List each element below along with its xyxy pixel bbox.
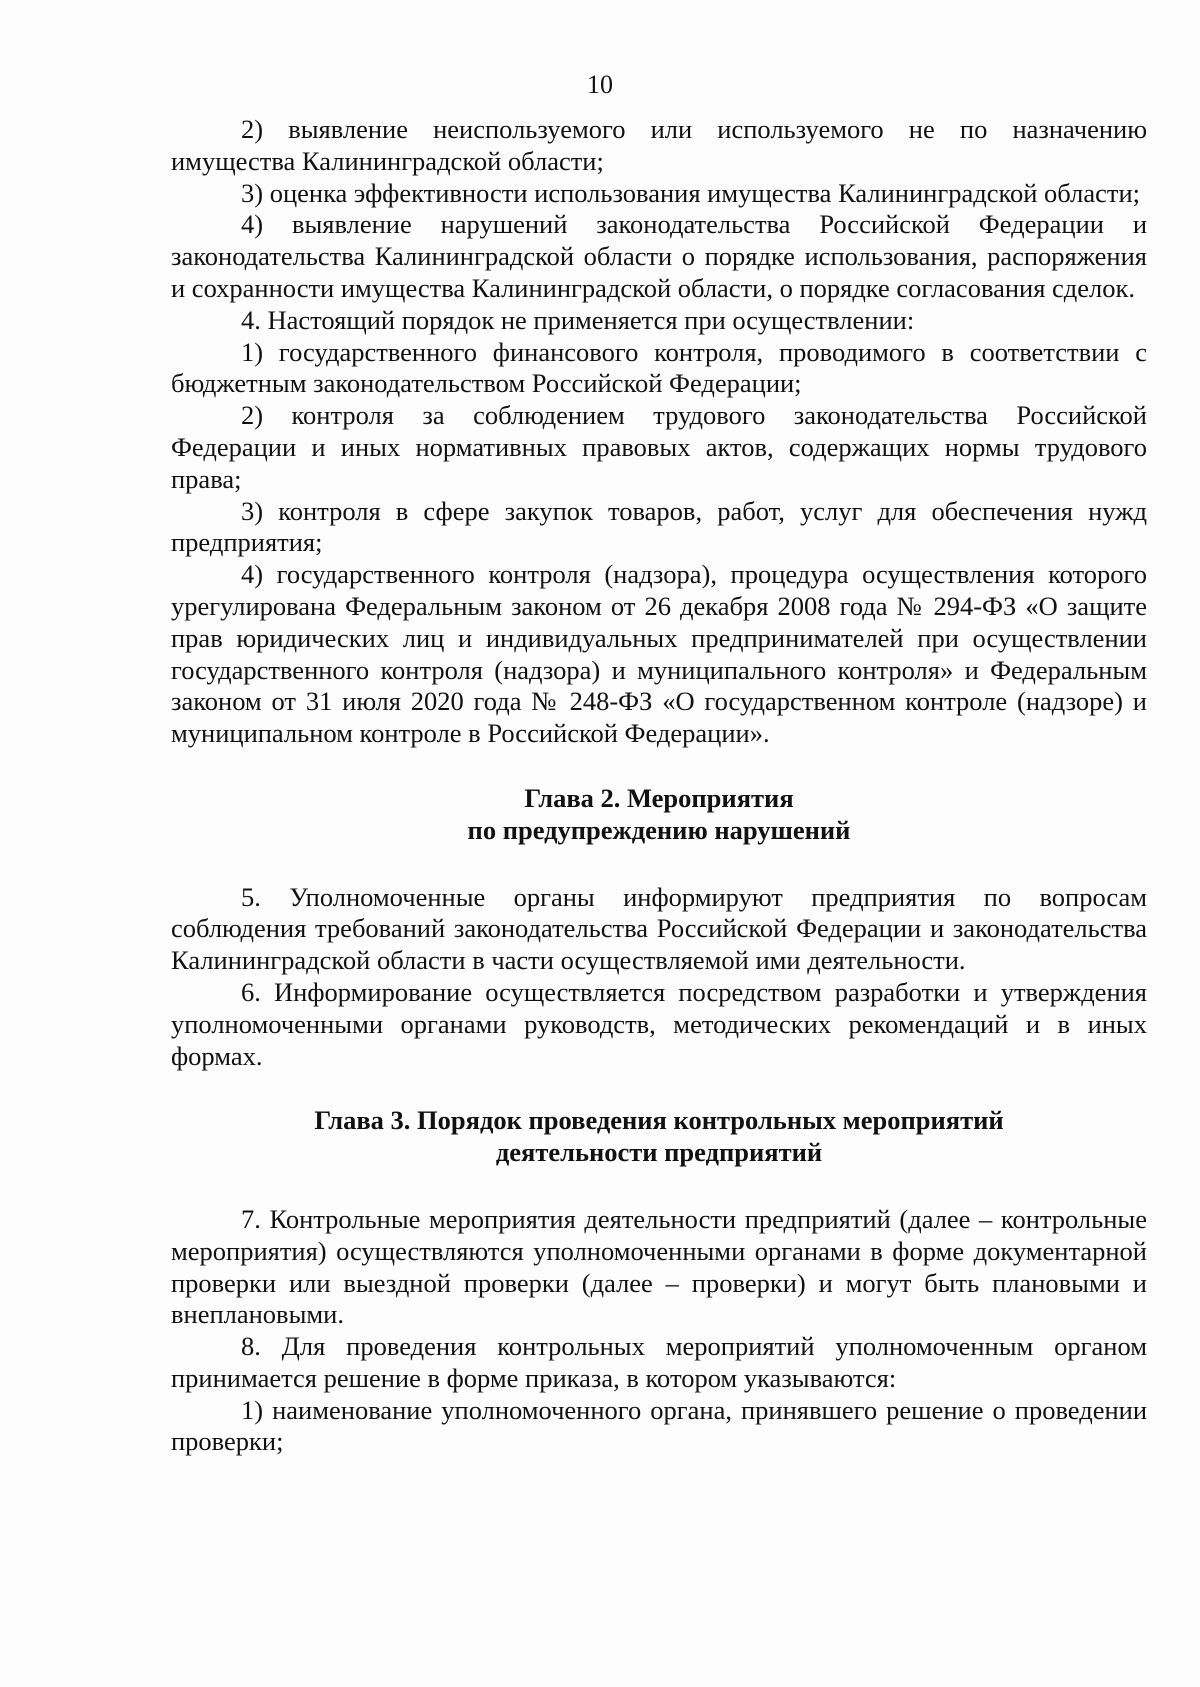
chapter-2-heading xyxy=(171,783,1147,847)
paragraph-section-4-item-2: 2) контроля за соблюдением трудового законодательства Российской Федерации и иных нормативных правовых актов, содержащих нормы трудового права; xyxy=(171,400,1147,494)
document-body xyxy=(171,114,1147,1458)
chapter-3-title-line-1: Глава 3. Порядок проведения контрольных мероприятий xyxy=(314,1105,1004,1136)
paragraph-section-4-item-3: 3) контроля в сфере закупок товаров, работ, услуг для обеспечения нужд предприятия; xyxy=(171,495,1147,558)
chapter-2-body xyxy=(171,882,1147,1073)
chapter-3-heading xyxy=(171,1105,1147,1169)
page-number: 10 xyxy=(587,70,613,99)
paragraph-section-7: 7. Контрольные мероприятия деятельности предприятий (далее – контрольные мероприятия) осуществляются уполномоченными органами в форме документарной проверки или выездной проверки (далее – проверки) и могут быть плановыми и внеплановыми. xyxy=(171,1203,1147,1330)
paragraph-item-4: 4) выявление нарушений законодательства Российской Федерации и законодательства Калининградской области о порядке использования, распоряжения и сохранности имущества Калининградской области, о порядке согласования сделок. xyxy=(171,209,1147,303)
paragraph-section-8: 8. Для проведения контрольных мероприятий уполномоченным органом принимается решение в форме приказа, в котором указываются: xyxy=(171,1331,1147,1393)
chapter-2-title-line-1: Глава 2. Мероприятия xyxy=(524,782,794,813)
paragraph-section-8-item-1: 1) наименование уполномоченного органа, принявшего решение о проведении проверки; xyxy=(171,1394,1147,1457)
paragraph-section-6: 6. Информирование осуществляется посредством разработки и утверждения уполномоченными органами руководств, методических рекомендаций и в иных формах. xyxy=(171,976,1147,1071)
paragraph-item-3: 3) оценка эффективности использования имущества Калининградской области; xyxy=(241,177,1140,208)
chapter-3-body xyxy=(171,1204,1147,1458)
paragraph-section-5: 5. Уполномоченные органы информируют предприятия по вопросам соблюдения требований законодательства Российской Федерации и законодательства Калининградской области в части осуществляемой ими деятельности. xyxy=(171,881,1147,976)
chapter-2-title-line-2: по предупреждению нарушений xyxy=(467,814,851,845)
paragraph-item-2: 2) выявление неиспользуемого или используемого не по назначению имущества Калининградской области; xyxy=(171,114,1147,176)
paragraph-section-4-item-1: 1) государственного финансового контроля, проводимого в соответствии с бюджетным законодательством Российской Федерации; xyxy=(171,336,1147,399)
chapter-3-title-line-2: деятельности предприятий xyxy=(495,1137,823,1168)
paragraph-section-4-item-4: 4) государственного контроля (надзора), процедура осуществления которого урегулирована Федеральным законом от 26 декабря 2008 года № 294-ФЗ «О защите прав юридических лиц и индивидуальных предпринимателей при осуществлении государственного контроля (надзора) и муниципального контроля» и Федеральным законом от 31 июля 2020 года № 248-ФЗ «О государственном контроле (надзоре) и муниципальном контроле в Российской Федерации». xyxy=(171,559,1147,749)
paragraph-section-4: 4. Настоящий порядок не применяется при осуществлении: xyxy=(241,304,915,335)
